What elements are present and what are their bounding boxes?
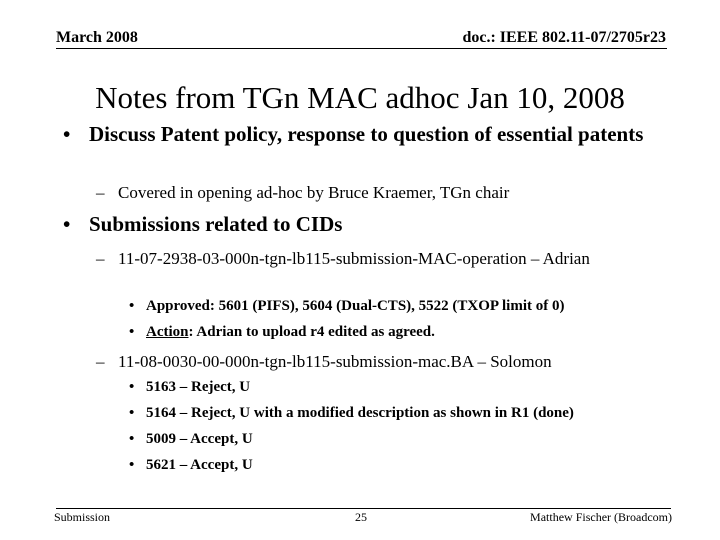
bullet-text: Submissions related to CIDs <box>89 212 343 236</box>
bullet-dot-icon: • <box>63 212 71 236</box>
action-label: Action <box>146 324 189 340</box>
bullet-dot-icon: • <box>129 324 135 340</box>
sub-bullet-text: 11-08-0030-00-000n-tgn-lb115-submission-mac.BA – Solomon <box>118 352 552 371</box>
dash-icon: – <box>96 352 105 371</box>
bullet-dot-icon: • <box>129 431 135 447</box>
item-text: 5621 – Accept, U <box>146 457 253 473</box>
footer-author: Matthew Fischer (Broadcom) <box>530 510 672 524</box>
item-text <box>146 323 666 341</box>
bullet-text: Discuss Patent policy, response to question of essential patents <box>89 122 644 146</box>
slide-title: Notes from TGn MAC adhoc Jan 10, 2008 <box>95 80 625 115</box>
sub-bullet-text: Covered in opening ad-hoc by Bruce Kraemer, TGn chair <box>118 183 510 202</box>
header-divider <box>56 48 667 49</box>
dash-icon: – <box>96 249 105 268</box>
item-text: 5009 – Accept, U <box>146 431 253 447</box>
bullet-dot-icon: • <box>63 122 71 146</box>
dash-icon: – <box>96 183 105 202</box>
item-text: Approved: 5601 (PIFS), 5604 (Dual-CTS), 5522 (TXOP limit of 0) <box>146 298 565 314</box>
sub-bullet-text: 11-07-2938-03-000n-tgn-lb115-submission-MAC-operation – Adrian <box>118 249 590 268</box>
bullet-dot-icon: • <box>129 457 135 473</box>
item-text: 5163 – Reject, U <box>146 379 251 395</box>
footer-submission: Submission <box>54 510 111 524</box>
action-text: : Adrian to upload r4 edited as agreed. <box>188 324 435 340</box>
bullet-dot-icon: • <box>129 405 135 421</box>
bullet-dot-icon: • <box>129 379 135 395</box>
header-date: March 2008 <box>56 29 138 46</box>
page-number: 25 <box>355 510 367 524</box>
footer-divider <box>56 508 671 509</box>
bullet-dot-icon: • <box>129 298 135 314</box>
header-doc-id: doc.: IEEE 802.11-07/2705r23 <box>462 29 666 46</box>
item-text: 5164 – Reject, U with a modified description as shown in R1 (done) <box>146 405 574 421</box>
